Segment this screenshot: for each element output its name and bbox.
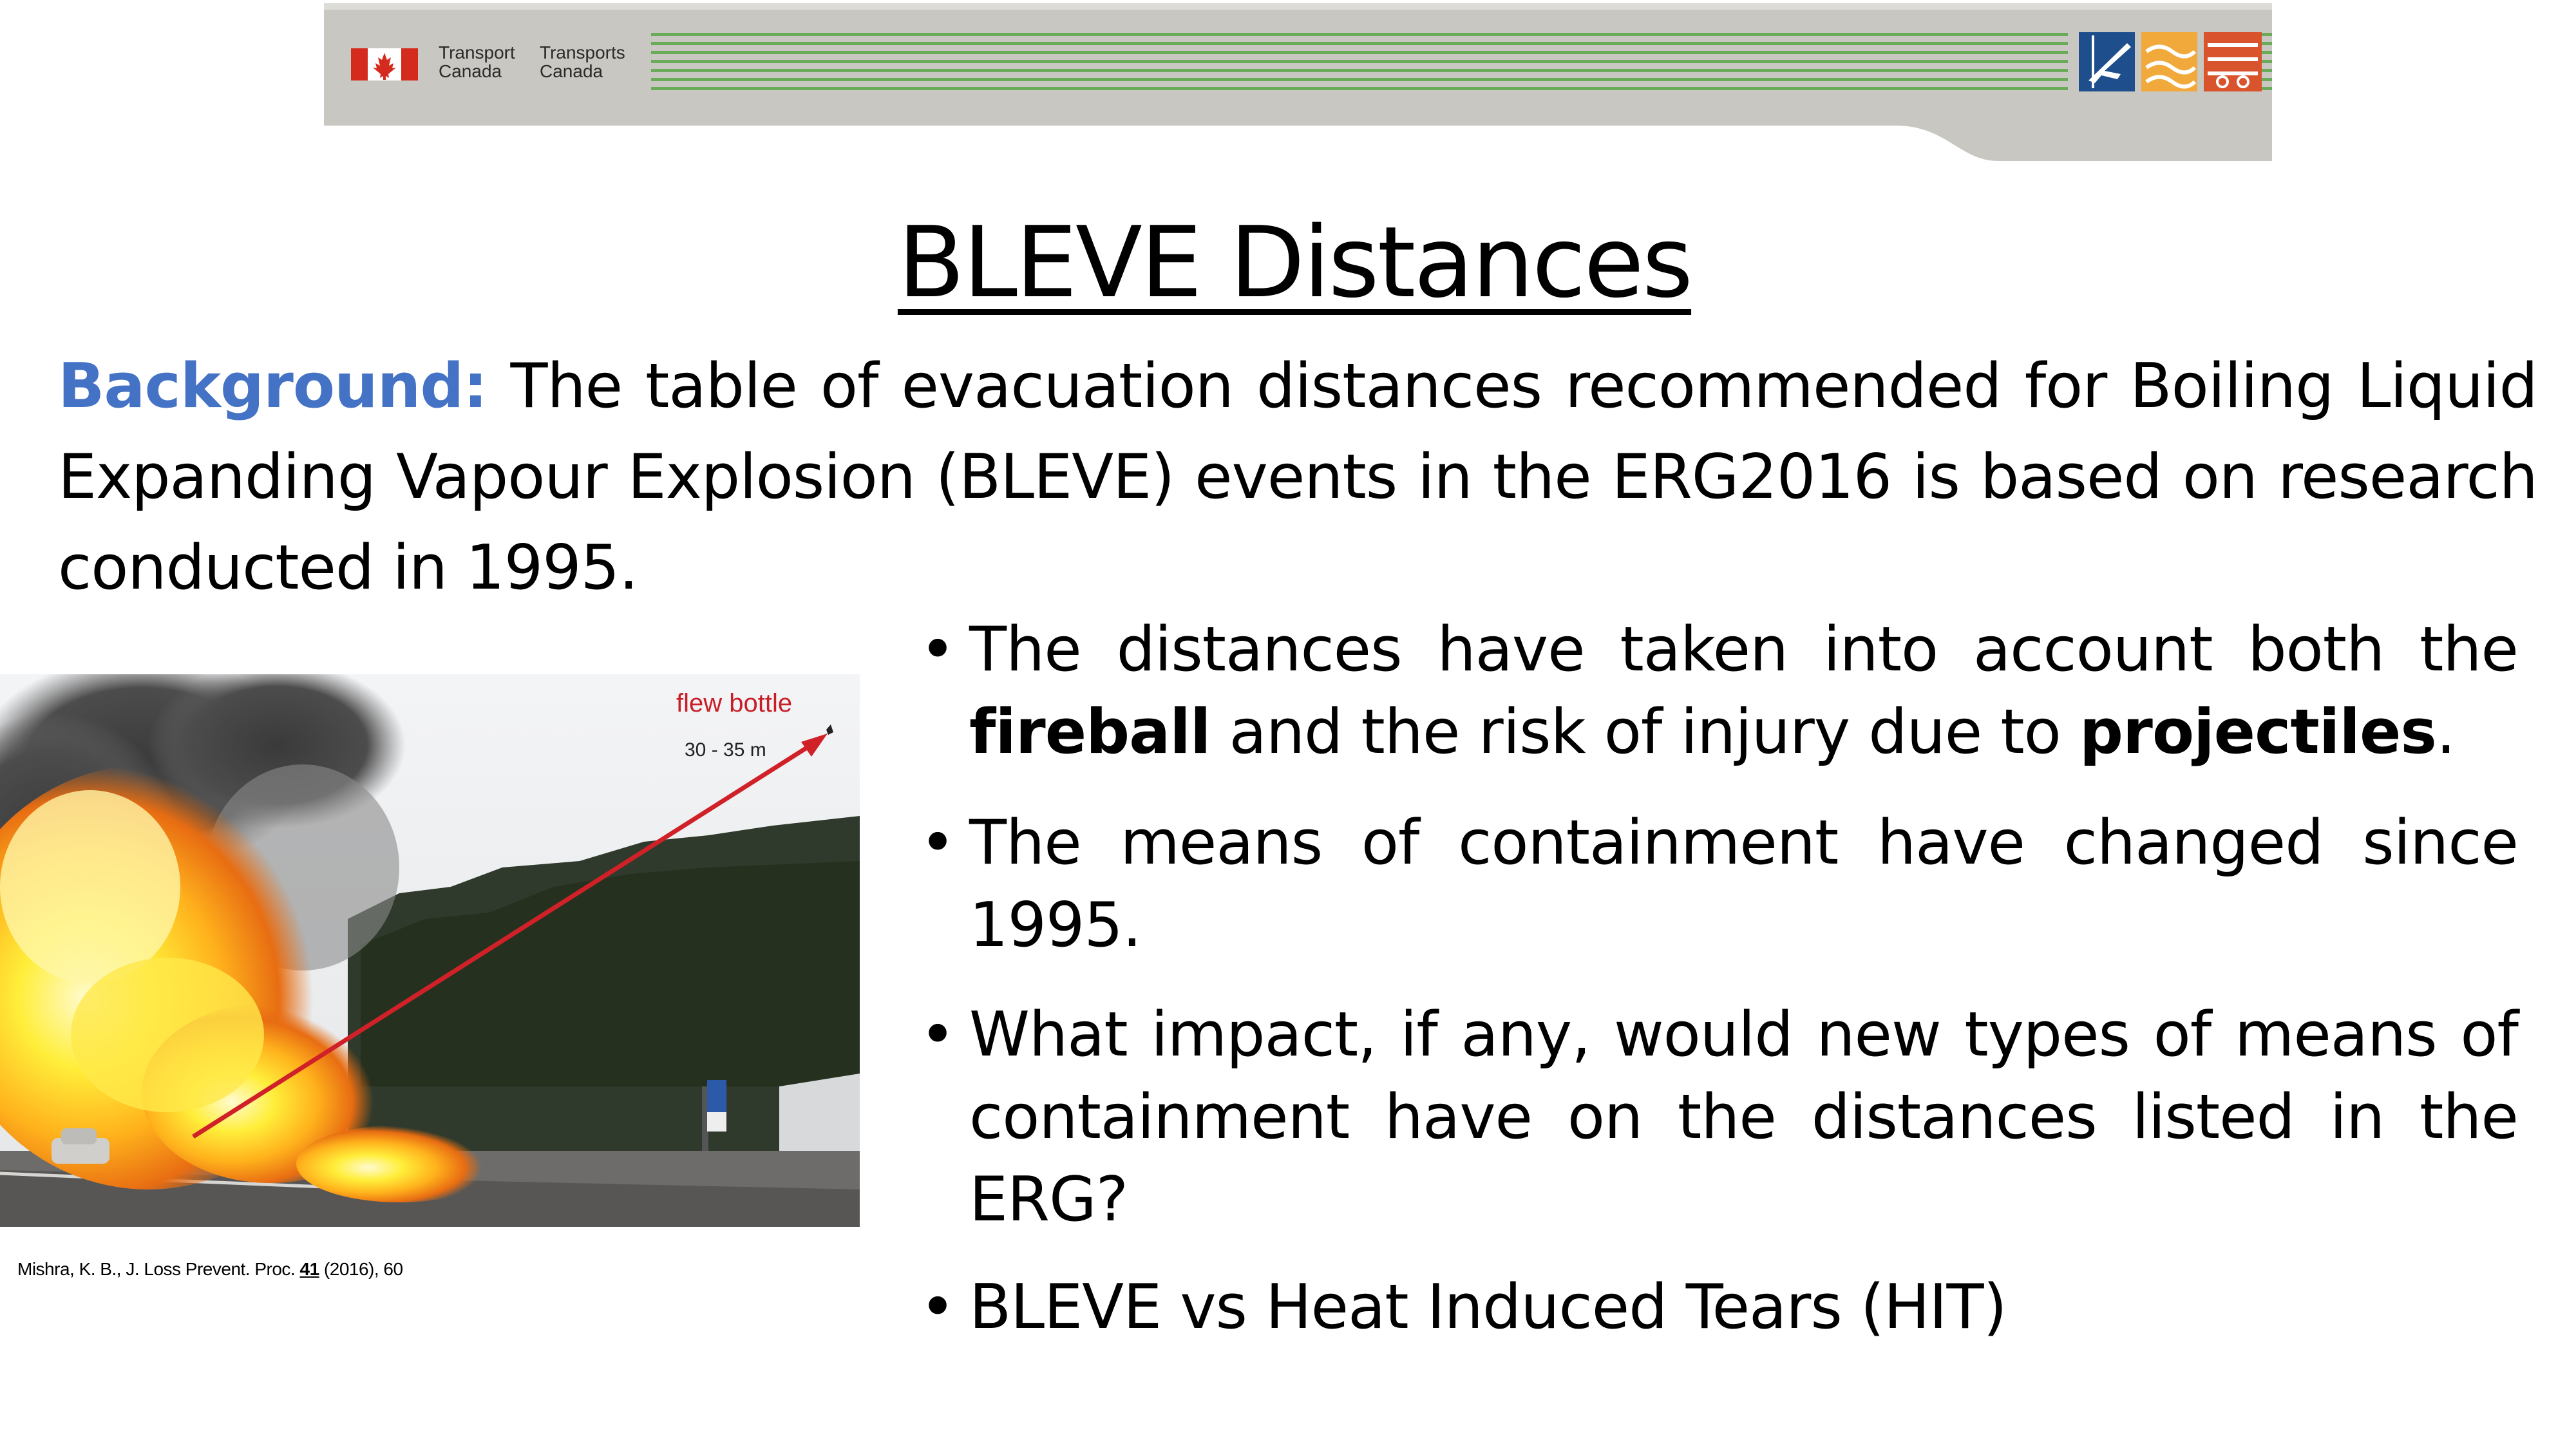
rail-mode-icon	[2204, 32, 2262, 91]
annotation-distance: 30 - 35 m	[685, 739, 766, 761]
air-mode-icon	[2079, 32, 2135, 91]
citation-prefix: Mishra, K. B., J. Loss Prevent. Proc.	[17, 1259, 300, 1279]
agency-en-line1: Transport	[439, 43, 515, 62]
slide-title-text: BLEVE Distances	[897, 205, 1692, 319]
agency-en-line2: Canada	[439, 61, 502, 81]
agency-fr-line2: Canada	[540, 61, 603, 81]
background-text: The table of evacuation distances recommended for Boiling Liquid Expanding Vapour Explosion (BLEVE) events in the ERG2016 is based on research conducted in 1995.	[58, 351, 2537, 603]
bullet-impact-question: • What impact, if any, would new types of means of containment have on the distances listed in the ERG?	[914, 994, 2518, 1266]
agency-name-english	[439, 43, 515, 80]
marine-mode-icon	[2141, 32, 2197, 91]
slide-title	[0, 205, 2576, 321]
bullet-containment-changed: • The means of containment have changed since 1995.	[914, 802, 2518, 994]
citation-volume: 41	[299, 1259, 319, 1279]
bullet1-bold-fireball: fireball	[969, 697, 1211, 768]
canada-flag-icon	[351, 48, 418, 80]
bullet-list	[914, 609, 2518, 1349]
bullet1-text-c: .	[2436, 697, 2456, 768]
bullet1-text-a: The distances have taken into account both the	[969, 614, 2518, 685]
bullet-bleve-vs-hit: • BLEVE vs Heat Induced Tears (HIT)	[914, 1266, 2518, 1349]
header-banner	[324, 3, 2272, 161]
citation-suffix: (2016), 60	[319, 1259, 403, 1279]
bullet1-text-b: and the risk of injury due to	[1210, 697, 2079, 768]
photo-citation	[17, 1259, 403, 1280]
bleve-explosion-photo	[0, 674, 860, 1227]
bullet-fireball-projectiles	[914, 609, 2518, 802]
agency-fr-line1: Transports	[540, 43, 625, 62]
banner-graphic	[324, 3, 2272, 161]
background-label: Background:	[58, 351, 488, 422]
agency-name-french	[540, 43, 625, 80]
background-paragraph	[58, 341, 2537, 614]
bullet1-bold-projectiles: projectiles	[2079, 697, 2436, 768]
annotation-flew-bottle: flew bottle	[676, 689, 793, 717]
